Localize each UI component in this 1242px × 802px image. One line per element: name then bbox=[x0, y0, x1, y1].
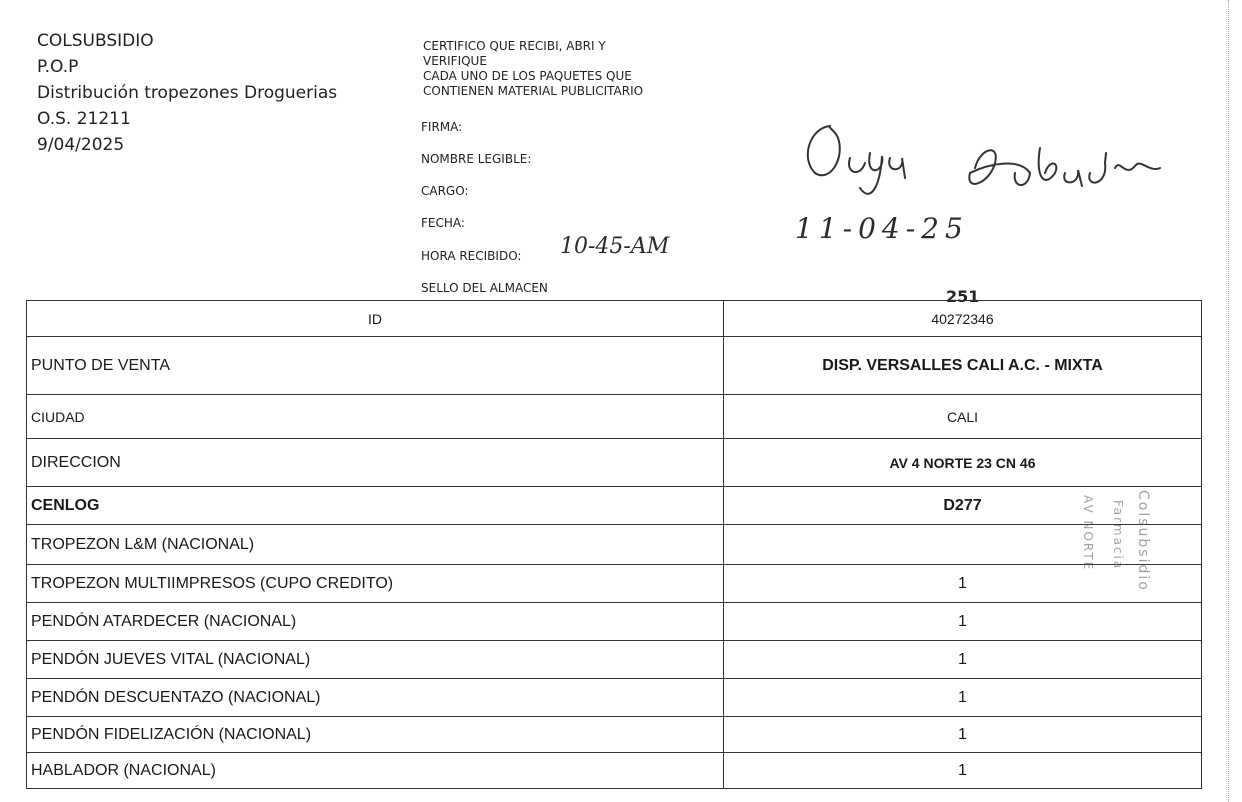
store-number: 251 bbox=[946, 287, 980, 306]
stamp-line: AV NORTE bbox=[1081, 495, 1095, 572]
row-value: AV 4 NORTE 23 CN 46 bbox=[724, 439, 1202, 487]
row-value: 1 bbox=[724, 679, 1202, 717]
order-number: O.S. 21211 bbox=[37, 109, 131, 129]
row-value: CALI bbox=[724, 395, 1202, 439]
stamp-line: Colsubsidio bbox=[1135, 490, 1151, 592]
table-row bbox=[27, 301, 1202, 337]
row-label: TROPEZON MULTIIMPRESOS (CUPO CREDITO) bbox=[27, 565, 724, 603]
row-label: TROPEZON L&M (NACIONAL) bbox=[27, 525, 724, 565]
row-value: 1 bbox=[724, 641, 1202, 679]
row-value: 1 bbox=[724, 753, 1202, 789]
row-label: PENDÓN DESCUENTAZO (NACIONAL) bbox=[27, 679, 724, 717]
program-name: P.O.P bbox=[37, 57, 79, 77]
row-label: HABLADOR (NACIONAL) bbox=[27, 753, 724, 789]
handwritten-hora: 10-45-AM bbox=[560, 234, 670, 259]
row-label: ID bbox=[27, 301, 724, 337]
page-edge-divider bbox=[1228, 0, 1230, 802]
certification-text bbox=[423, 39, 643, 99]
warehouse-stamp bbox=[1073, 490, 1168, 695]
row-value: D277 bbox=[724, 487, 1202, 525]
row-label: DIRECCION bbox=[27, 439, 724, 487]
cert-line: CERTIFICO QUE RECIBI, ABRI Y bbox=[423, 39, 606, 53]
table-row bbox=[27, 439, 1202, 487]
row-value: 1 bbox=[724, 565, 1202, 603]
handwritten-fecha: 11-04-25 bbox=[795, 212, 969, 245]
fecha-label: FECHA: bbox=[421, 216, 465, 230]
hora-label: HORA RECIBIDO: bbox=[421, 249, 522, 263]
handwritten-signature bbox=[790, 118, 1180, 218]
header-block bbox=[37, 28, 337, 158]
row-label: PUNTO DE VENTA bbox=[27, 337, 724, 395]
firma-label: FIRMA: bbox=[421, 120, 463, 134]
stamp-line: Farmacia bbox=[1111, 500, 1125, 571]
row-value: 1 bbox=[724, 717, 1202, 753]
row-label: PENDÓN JUEVES VITAL (NACIONAL) bbox=[27, 641, 724, 679]
row-value: 40272346 bbox=[724, 301, 1202, 337]
distribution-description: Distribución tropezones Droguerias bbox=[37, 83, 338, 103]
document-date: 9/04/2025 bbox=[37, 135, 125, 155]
cert-line: CADA UNO DE LOS PAQUETES QUE bbox=[423, 69, 632, 83]
row-label: CENLOG bbox=[27, 487, 724, 525]
distribution-table bbox=[26, 300, 1202, 789]
row-value: DISP. VERSALLES CALI A.C. - MIXTA bbox=[724, 337, 1202, 395]
table-row bbox=[27, 679, 1202, 717]
table-row bbox=[27, 641, 1202, 679]
row-value: 1 bbox=[724, 603, 1202, 641]
row-label: CIUDAD bbox=[27, 395, 724, 439]
table-row bbox=[27, 565, 1202, 603]
sello-label: SELLO DEL ALMACEN bbox=[421, 281, 548, 295]
table-row bbox=[27, 753, 1202, 789]
cert-line: VERIFIQUE bbox=[423, 54, 487, 68]
cert-line: CONTIENEN MATERIAL PUBLICITARIO bbox=[423, 84, 644, 98]
row-label: PENDÓN ATARDECER (NACIONAL) bbox=[27, 603, 724, 641]
cargo-label: CARGO: bbox=[421, 184, 469, 198]
table-row bbox=[27, 395, 1202, 439]
row-label: PENDÓN FIDELIZACIÓN (NACIONAL) bbox=[27, 717, 724, 753]
nombre-label: NOMBRE LEGIBLE: bbox=[421, 152, 532, 166]
table-row bbox=[27, 603, 1202, 641]
table-row bbox=[27, 525, 1202, 565]
table-row bbox=[27, 337, 1202, 395]
table-row bbox=[27, 487, 1202, 525]
company-name: COLSUBSIDIO bbox=[37, 31, 154, 51]
table-row bbox=[27, 717, 1202, 753]
